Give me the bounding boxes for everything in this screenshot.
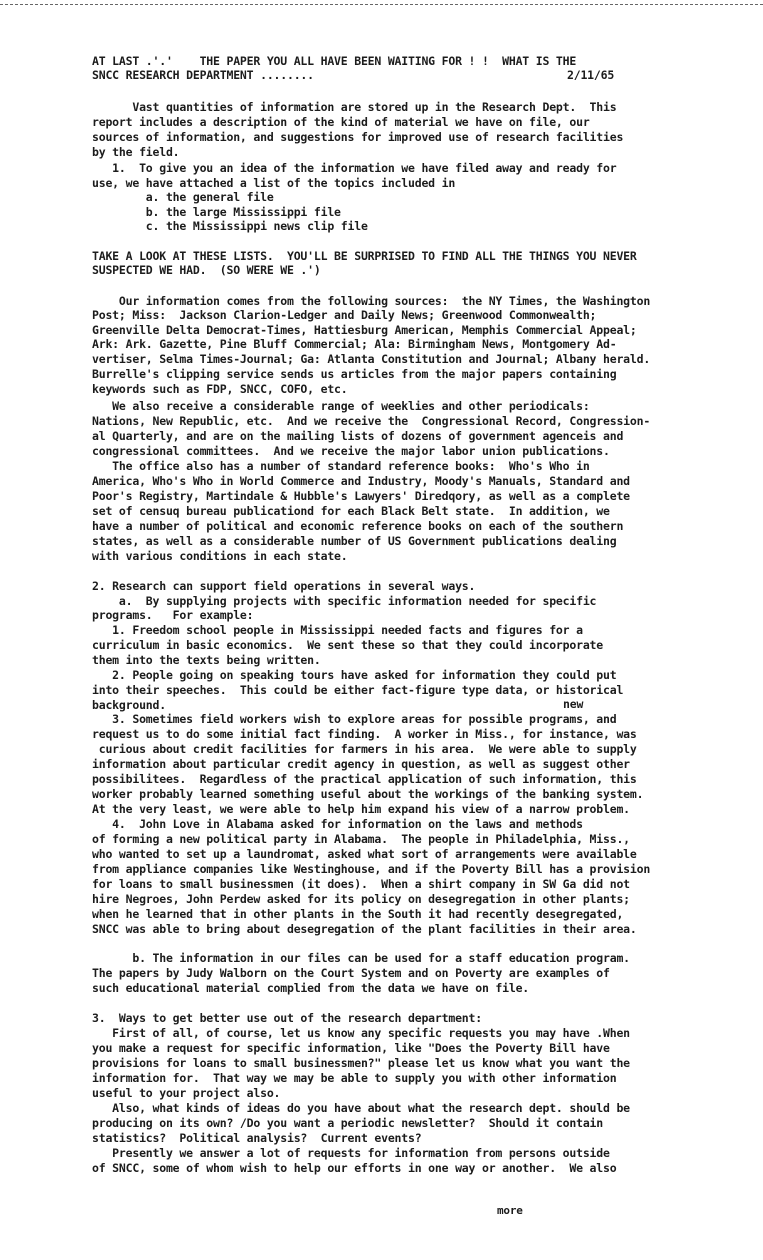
text-line: Vast quantities of information are stored up in the Research Dept. This [92, 100, 617, 114]
text-line: request us to do some initial fact finding. A worker in Miss., for instance, was [92, 727, 637, 741]
page-top-edge [0, 0, 763, 5]
text-line: Also, what kinds of ideas do you have about what the research dept. should be [92, 1101, 630, 1115]
text-line: hire Negroes, John Perdew asked for its policy on desegregation in other plants; [92, 892, 630, 906]
text-line: The papers by Judy Walborn on the Court System and on Poverty are examples of [92, 966, 610, 980]
text-line: Poor's Registry, Martindale & Hubble's Lawyers' Diredqory, as well as a complete [92, 489, 630, 503]
text-line: of SNCC, some of whom wish to help our efforts in one way or another. We also [92, 1161, 617, 1175]
text-line: Presently we answer a lot of requests for information from persons outside [92, 1146, 610, 1160]
text-line: states, as well as a considerable number of US Government publications dealing [92, 534, 617, 548]
text-line: background. [92, 698, 166, 712]
text-line: you make a request for specific information, like "Does the Poverty Bill have [92, 1041, 610, 1055]
text-line: Ark: Ark. Gazette, Pine Bluff Commercial; Ala: Birmingham News, Montgomery Ad- [92, 337, 617, 351]
text-line: Our information comes from the following sources: the NY Times, the Washington [92, 294, 651, 308]
text-line: statistics? Political analysis? Current events? [92, 1131, 422, 1145]
text-line: for loans to small businessmen (it does). When a shirt company in SW Ga did not [92, 877, 630, 891]
text-line: programs. For example: [92, 608, 254, 622]
text-line: congressional committees. And we receive the major labor union publications. [92, 444, 610, 458]
text-line: them into the texts being written. [92, 653, 321, 667]
text-line: keywords such as FDP, SNCC, COFO, etc. [92, 382, 348, 396]
text-line: from appliance companies like Westinghouse, and if the Poverty Bill has a provision [92, 862, 651, 876]
text-line: a. By supplying projects with specific information needed for specific [92, 594, 597, 608]
text-line: At the very least, we were able to help him expand his view of a narrow problem. [92, 802, 630, 816]
text-line: who wanted to set up a laundromat, asked what sort of arrangements were available [92, 847, 637, 861]
text-line: 2. People going on speaking tours have asked for information they could put [92, 668, 617, 682]
text-line: information about particular credit agency in question, as well as suggest other [92, 757, 630, 771]
section-heading: 2. Research can support field operations in several ways. [92, 579, 476, 593]
header-line-1: AT LAST .'.' THE PAPER YOU ALL HAVE BEEN WAITING FOR ! ! WHAT IS THE [92, 54, 577, 68]
text-line: useful to your project also. [92, 1086, 281, 1100]
text-line: with various conditions in each state. [92, 549, 348, 563]
text-line: 3. Sometimes field workers wish to explore areas for possible programs, and [92, 712, 617, 726]
header-line-2: SNCC RESEARCH DEPARTMENT ........ [92, 68, 314, 82]
text-line: 4. John Love in Alabama asked for information on the laws and methods [92, 817, 583, 831]
text-line: b. The information in our files can be used for a staff education program. [92, 951, 630, 965]
text-line: 1. To give you an idea of the information we have filed away and ready for [92, 161, 617, 175]
list-item: b. the large Mississippi file [92, 205, 341, 219]
text-line: sources of information, and suggestions for improved use of research facilities [92, 130, 624, 144]
text-line: such educational material complied from the data we have on file. [92, 981, 530, 995]
text-line: Post; Miss: Jackson Clarion-Ledger and Daily News; Greenwood Commonwealth; [92, 308, 597, 322]
text-line: worker probably learned something useful about the workings of the banking system. [92, 787, 644, 801]
text-line: vertiser, Selma Times-Journal; Ga: Atlanta Constitution and Journal; Albany herald. [92, 352, 651, 366]
text-line: TAKE A LOOK AT THESE LISTS. YOU'LL BE SURPRISED TO FIND ALL THE THINGS YOU NEVER [92, 249, 637, 263]
text-line: curious about credit facilities for farmers in his area. We were able to supply [92, 742, 637, 756]
text-line: Burrelle's clipping service sends us articles from the major papers containing [92, 367, 617, 381]
text-line: report includes a description of the kind of material we have on file, our [92, 115, 590, 129]
text-line: al Quarterly, and are on the mailing lists of dozens of government agenceis and [92, 429, 624, 443]
text-line: SNCC was able to bring about desegregation of the plant facilities in their area. [92, 922, 637, 936]
section-heading: 3. Ways to get better use out of the research department: [92, 1011, 482, 1025]
text-line: 1. Freedom school people in Mississippi needed facts and figures for a [92, 623, 583, 637]
text-line: of forming a new political party in Alabama. The people in Philadelphia, Miss., [92, 832, 630, 846]
text-line: America, Who's Who in World Commerce and Industry, Moody's Manuals, Standard and [92, 474, 630, 488]
text-line: First of all, of course, let us know any specific requests you may have .When [92, 1026, 630, 1040]
handwritten-insert: new [563, 697, 584, 711]
footer-more: more [497, 1204, 523, 1217]
text-line: We also receive a considerable range of weeklies and other periodicals: [92, 399, 590, 413]
list-item: a. the general file [92, 190, 274, 204]
list-item: c. the Mississippi news clip file [92, 219, 368, 233]
text-line: information for. That way we may be able to supply you with other information [92, 1071, 617, 1085]
text-line: use, we have attached a list of the topics included in [92, 176, 456, 190]
text-line: set of censuq bureau publicationd for each Black Belt state. In addition, we [92, 504, 610, 518]
text-line: by the field. [92, 145, 180, 159]
text-line: The office also has a number of standard reference books: Who's Who in [92, 459, 590, 473]
text-line: provisions for loans to small businessmen?" please let us know what you want the [92, 1056, 630, 1070]
text-line: curriculum in basic economics. We sent these so that they could incorporate [92, 638, 603, 652]
text-line: when he learned that in other plants in the South it had recently desegregated, [92, 907, 624, 921]
text-line: possibilitees. Regardless of the practical application of such information, this [92, 772, 637, 786]
text-line: producing on its own? /Do you want a periodic newsletter? Should it contain [92, 1116, 603, 1130]
text-line: into their speeches. This could be either fact-figure type data, or historical [92, 683, 624, 697]
document-date: 2/11/65 [567, 68, 615, 82]
text-line: SUSPECTED WE HAD. (SO WERE WE .') [92, 263, 321, 277]
text-line: have a number of political and economic reference books on each of the southern [92, 519, 624, 533]
text-line: Greenville Delta Democrat-Times, Hattiesburg American, Memphis Commercial Appeal; [92, 323, 637, 337]
text-line: Nations, New Republic, etc. And we receive the Congressional Record, Congression- [92, 414, 651, 428]
